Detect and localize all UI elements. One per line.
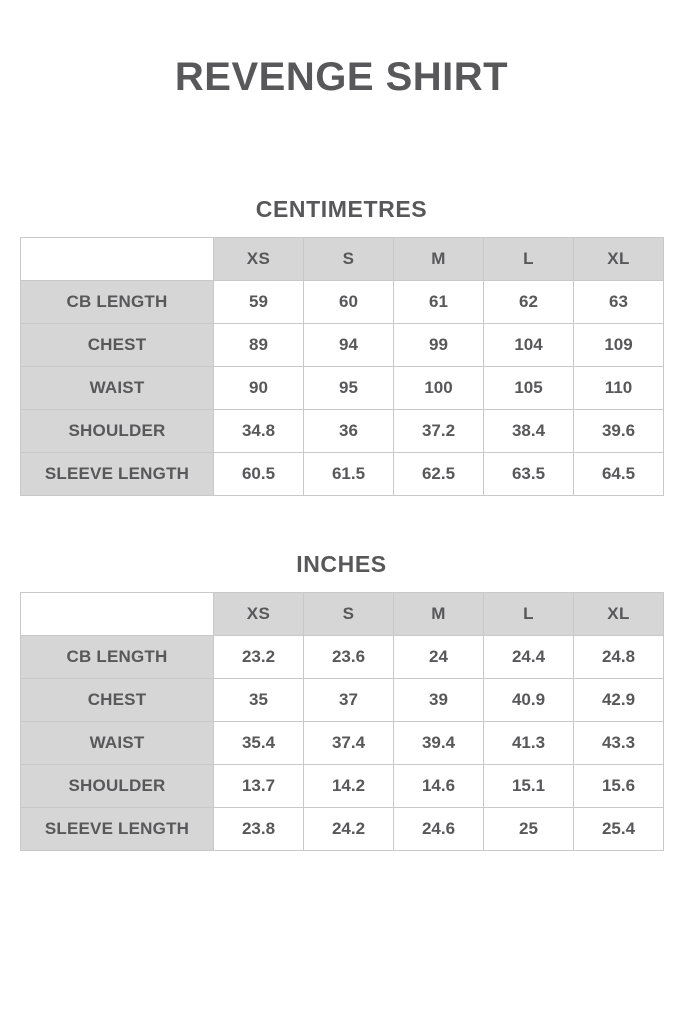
cell-cb-length-l: 24.4 xyxy=(484,636,574,679)
cell-waist-m: 100 xyxy=(394,367,484,410)
table-row xyxy=(21,722,664,765)
row-label-cb-length: CB LENGTH xyxy=(21,281,214,324)
cell-sleeve-length-l: 63.5 xyxy=(484,453,574,496)
row-label-chest: CHEST xyxy=(21,679,214,722)
cell-waist-l: 41.3 xyxy=(484,722,574,765)
cell-waist-s: 37.4 xyxy=(304,722,394,765)
cell-waist-xl: 43.3 xyxy=(574,722,664,765)
cell-cb-length-xl: 24.8 xyxy=(574,636,664,679)
cell-chest-m: 39 xyxy=(394,679,484,722)
row-label-cb-length: CB LENGTH xyxy=(21,636,214,679)
column-header-l: L xyxy=(484,238,574,281)
cell-chest-l: 104 xyxy=(484,324,574,367)
table-row xyxy=(21,808,664,851)
cell-shoulder-m: 37.2 xyxy=(394,410,484,453)
cell-chest-m: 99 xyxy=(394,324,484,367)
cell-cb-length-m: 24 xyxy=(394,636,484,679)
cell-shoulder-l: 15.1 xyxy=(484,765,574,808)
table-corner-cell xyxy=(21,238,214,281)
table-row xyxy=(21,679,664,722)
column-header-xl: XL xyxy=(574,593,664,636)
cell-shoulder-s: 36 xyxy=(304,410,394,453)
cell-shoulder-xs: 34.8 xyxy=(214,410,304,453)
cell-chest-xl: 42.9 xyxy=(574,679,664,722)
table-row xyxy=(21,324,664,367)
cell-sleeve-length-s: 24.2 xyxy=(304,808,394,851)
cell-sleeve-length-xs: 60.5 xyxy=(214,453,304,496)
column-header-xs: XS xyxy=(214,593,304,636)
cell-cb-length-m: 61 xyxy=(394,281,484,324)
cell-chest-s: 37 xyxy=(304,679,394,722)
table-row xyxy=(21,636,664,679)
cell-sleeve-length-s: 61.5 xyxy=(304,453,394,496)
cell-shoulder-m: 14.6 xyxy=(394,765,484,808)
column-header-s: S xyxy=(304,238,394,281)
row-label-sleeve-length: SLEEVE LENGTH xyxy=(21,453,214,496)
section-centimetres xyxy=(20,196,663,496)
column-header-l: L xyxy=(484,593,574,636)
cell-waist-s: 95 xyxy=(304,367,394,410)
cell-chest-s: 94 xyxy=(304,324,394,367)
cell-shoulder-l: 38.4 xyxy=(484,410,574,453)
column-header-m: M xyxy=(394,593,484,636)
cell-sleeve-length-m: 24.6 xyxy=(394,808,484,851)
cell-shoulder-xl: 15.6 xyxy=(574,765,664,808)
cell-sleeve-length-m: 62.5 xyxy=(394,453,484,496)
cell-waist-m: 39.4 xyxy=(394,722,484,765)
cell-chest-xl: 109 xyxy=(574,324,664,367)
column-header-m: M xyxy=(394,238,484,281)
cell-cb-length-s: 23.6 xyxy=(304,636,394,679)
table-header-row xyxy=(21,238,664,281)
row-label-shoulder: SHOULDER xyxy=(21,410,214,453)
cell-waist-l: 105 xyxy=(484,367,574,410)
cell-cb-length-xl: 63 xyxy=(574,281,664,324)
row-label-shoulder: SHOULDER xyxy=(21,765,214,808)
table-row xyxy=(21,765,664,808)
size-table-centimetres xyxy=(20,237,664,496)
column-header-xl: XL xyxy=(574,238,664,281)
column-header-s: S xyxy=(304,593,394,636)
cell-shoulder-xs: 13.7 xyxy=(214,765,304,808)
cell-cb-length-xs: 23.2 xyxy=(214,636,304,679)
section-heading-inches: INCHES xyxy=(296,551,387,577)
cell-cb-length-s: 60 xyxy=(304,281,394,324)
cell-chest-xs: 89 xyxy=(214,324,304,367)
row-label-waist: WAIST xyxy=(21,722,214,765)
table-row xyxy=(21,453,664,496)
section-heading-centimetres: CENTIMETRES xyxy=(255,196,428,222)
cell-chest-xs: 35 xyxy=(214,679,304,722)
cell-sleeve-length-l: 25 xyxy=(484,808,574,851)
size-table-inches xyxy=(20,592,664,851)
row-label-waist: WAIST xyxy=(21,367,214,410)
cell-sleeve-length-xs: 23.8 xyxy=(214,808,304,851)
column-header-xs: XS xyxy=(214,238,304,281)
cell-sleeve-length-xl: 64.5 xyxy=(574,453,664,496)
cell-shoulder-s: 14.2 xyxy=(304,765,394,808)
cell-cb-length-l: 62 xyxy=(484,281,574,324)
cell-chest-l: 40.9 xyxy=(484,679,574,722)
table-row xyxy=(21,281,664,324)
table-header-row xyxy=(21,593,664,636)
cell-waist-xs: 90 xyxy=(214,367,304,410)
page-title: REVENGE SHIRT xyxy=(174,55,509,99)
table-row xyxy=(21,410,664,453)
cell-shoulder-xl: 39.6 xyxy=(574,410,664,453)
cell-sleeve-length-xl: 25.4 xyxy=(574,808,664,851)
cell-cb-length-xs: 59 xyxy=(214,281,304,324)
table-corner-cell xyxy=(21,593,214,636)
cell-waist-xl: 110 xyxy=(574,367,664,410)
cell-waist-xs: 35.4 xyxy=(214,722,304,765)
section-inches xyxy=(20,551,663,851)
row-label-sleeve-length: SLEEVE LENGTH xyxy=(21,808,214,851)
row-label-chest: CHEST xyxy=(21,324,214,367)
table-row xyxy=(21,367,664,410)
